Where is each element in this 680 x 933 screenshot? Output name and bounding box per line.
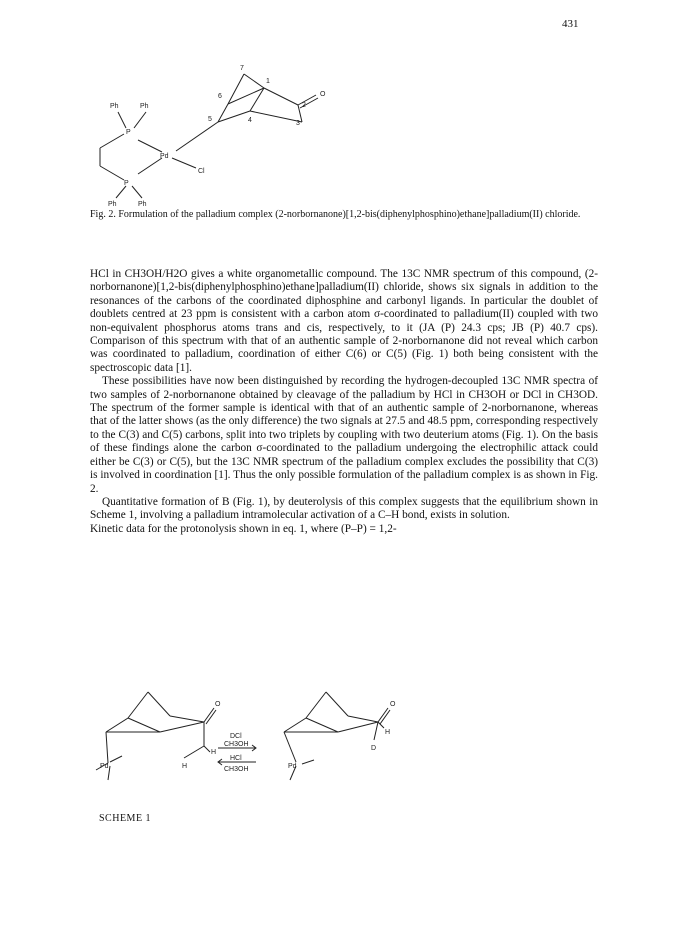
atom-label-3: 3: [296, 120, 300, 127]
phenyl-label: Ph: [110, 103, 119, 110]
chlorine-label: Cl: [198, 168, 205, 175]
palladium-label: Pd: [100, 763, 109, 770]
reagent-label: HCl: [230, 755, 242, 762]
paragraph: These possibilities have now been distinguished by recording the hydrogen-decoupled 13C NMR spectra of two samples of 2-norbornanone obtained by cleavage of the palladium by HCl in CH3OH or DCl in CH3OD. The spectrum of the former sample is identical with that of an authentic sample of 2-norbornanone, whereas that of the latter shows (as the only difference) the two signals at 27.5 and 48.5 ppm, corresponding respectively to the C(3) and C(5) carbons, split into two triplets by coupling with two deuterium atoms (Fig. 1). On the basis of these findings alone the carbon σ-coordinated to the palladium undergoing the electrophilic attack could either be C(3) or C(5), but the 13C NMR spectrum of the palladium complex excludes the possibility that C(3) is involved in coordination [1]. Thus the only possible formulation of the palladium complex is as shown in Fig. 2.: [90, 375, 598, 495]
solvent-label: CH3OH: [224, 766, 249, 773]
solvent-label: CH3OH: [224, 741, 249, 748]
oxygen-label: O: [215, 701, 221, 708]
paragraph: HCl in CH3OH/H2O gives a white organometallic compound. The 13C NMR spectrum of this compound, (2-norbornanone)[1,2-bis(diphenylphosphino)ethane]palladium(II) chloride, shows six signals in addition to the resonances of the carbons of the coordinated diphosphine and carbonyl ligands. In particular the doublet of doublets centred at 23 ppm is consistent with a carbon atom σ-coordinated to palladium(II) coupled with two non-equivalent phosphorus atoms trans and cis, respectively, to it (JA (P) 24.3 cps; JB (P) 40.7 cps). Comparison of this spectrum with that of an authentic sample of 2-norbornanone did not reveal which carbon was coordinated to palladium, coordination of either C(6) or C(5) (Fig. 1) both being consistent with the spectroscopic data [1].: [90, 268, 598, 374]
paragraph: Quantitative formation of B (Fig. 1), by deuterolysis of this complex suggests that the equilibrium shown in Scheme 1, involving a palladium intramolecular activation of a C–H bond, exists in solution.: [90, 495, 598, 522]
deuterium-label: D: [371, 745, 377, 752]
phosphorus-label: P: [126, 129, 131, 136]
hydrogen-label: H: [385, 729, 391, 736]
phenyl-label: Ph: [108, 201, 117, 208]
scheme-1-label: SCHEME 1: [99, 813, 152, 824]
phenyl-label: Ph: [140, 103, 149, 110]
palladium-label: Pd: [160, 153, 169, 160]
paragraph: Kinetic data for the protonolysis shown in eq. 1, where (P–P) = 1,2-: [90, 522, 397, 535]
oxygen-label: O: [390, 701, 396, 708]
oxygen-label: O: [320, 91, 326, 98]
body-text: [90, 268, 598, 536]
hydrogen-label: H: [211, 749, 217, 756]
reagent-label: DCl: [230, 733, 242, 740]
atom-label-6: 6: [218, 93, 222, 100]
atom-label-5: 5: [208, 116, 212, 123]
hydrogen-label: H: [182, 763, 188, 770]
atom-label-1: 1: [266, 78, 270, 85]
atom-label-2: 2: [302, 102, 306, 109]
atom-label-7: 7: [240, 65, 244, 72]
atom-label-4: 4: [248, 117, 252, 124]
scheme-1-reaction: [88, 688, 428, 808]
phosphorus-label: P: [124, 180, 129, 187]
figure-2-caption: Fig. 2. Formulation of the palladium complex (2-norbornanone)[1,2-bis(diphenylphosphino)ethane]palladium(II) chloride.: [90, 209, 581, 220]
palladium-label: Pd: [288, 763, 297, 770]
figure-2-structure: [60, 48, 380, 208]
page-number: 431: [562, 18, 579, 30]
phenyl-label: Ph: [138, 201, 147, 208]
